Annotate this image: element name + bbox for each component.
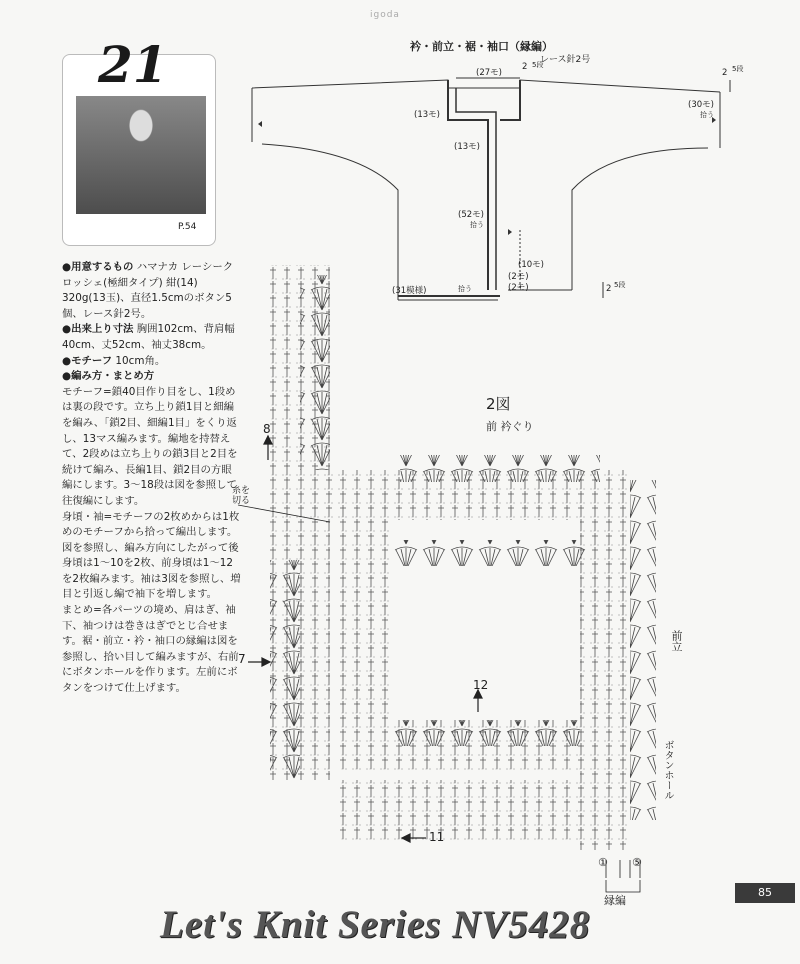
label-button-spacing: (10モ) (518, 260, 544, 270)
edging-circle-5: ⑤ (632, 856, 642, 869)
method-label: ●編み方・まとめ方 (62, 370, 155, 383)
fan-row-inner-bottom (390, 720, 580, 746)
label-rows-right-unit: 5段 (732, 65, 744, 73)
page-number: 85 (735, 883, 795, 903)
fan-row-inner-top (390, 540, 590, 566)
figure2-subtitle: 前 衿ぐり (486, 420, 534, 433)
materials-text: ハマナカ レーシークロッシェ(極細タイプ) 紺(14) 320g(13玉)、直径1.5cmのボタン5個、レース針2号。 (62, 261, 234, 320)
label-rows-bottom: 2 (606, 284, 612, 294)
size-text: 胸囲102cm、背肩幅40cm、丈52cm、袖丈38cm。 (62, 323, 235, 351)
label-front-band: (52モ) (458, 210, 484, 220)
label-button-edge-a: (2モ) (508, 272, 529, 282)
motif-label: ●モチーフ (62, 354, 113, 367)
materials-label: ●用意するもの (62, 261, 134, 273)
buttonhole-label: ボタンホール (662, 740, 673, 800)
label-button-edge-b: (2モ) (508, 283, 529, 293)
label-rows-right: 2 (722, 68, 728, 78)
edging-bracket (606, 880, 640, 892)
label-rows-bottom-unit: 5段 (614, 281, 626, 289)
photo-page-ref: P.54 (178, 222, 197, 232)
front-band-label: 前立 (670, 630, 683, 652)
label-front-band-dir: 拾う (470, 221, 484, 229)
right-stitch-column (580, 520, 630, 850)
fan-edge-left (270, 560, 300, 780)
row-number-11: 11 (429, 830, 445, 844)
arrow-row-7-head (262, 658, 270, 666)
label-sleeve-cuff: (30モ) (688, 100, 714, 110)
inner-left-column (340, 520, 390, 720)
yarn-cut-label: 糸を切る (232, 486, 251, 506)
label-rows-top-unit: 5段 (532, 61, 544, 69)
fan-edge-front (630, 480, 656, 820)
label-sleeve-cuff-dir: 拾う (700, 111, 714, 119)
watermark: igoda (370, 10, 400, 20)
lower-stitch-block (340, 780, 580, 840)
fan-edge-top (400, 455, 600, 482)
series-title: Let's Knit Series NV5428 (160, 903, 591, 946)
fan-edge-neck (300, 275, 330, 470)
row-number-12: 12 (473, 678, 489, 692)
label-rows-top: 2 (522, 62, 528, 72)
method-motif: モチーフ=鎖40目作り目をし、1段めは裏の段です。立ち上り鎖1目と細編を編み、「鎖2目、細編1目」をくり返し、13マス編みます。編地を持替えて、2段めは立ち上りの鎖3目と2目を続けて編み、長編1目、鎖2目の方眼編にします。3〜18段は図を参照して往復編にします。 (62, 385, 238, 507)
method-body: 身頃・袖=モチーフの2枚めからは1枚めのモチーフから拾って編出します。図を参照し、編み方向にしたがって後身頃は1〜10を2枚、前身頃は1〜12を2枚編みます。袖は3図を参照し、増目と引返し編で袖下を増します。 (62, 510, 241, 601)
edging-circle-1: ① (598, 856, 608, 869)
method-finishing: まとめ=各パーツの境め、肩はぎ、袖下、袖つけは巻きはぎでとじ合せます。裾・前立・衿・袖口の縁編は図を参照し、拾い目して編みますが、右前にボタンホールを作ります。左前にボタンをつけて仕上げます。 (62, 604, 239, 695)
row-number-7: 7 (238, 652, 246, 666)
row-number-8: 8 (263, 422, 271, 436)
label-neck-left: (13モ) (414, 110, 440, 120)
figure2-title: 2図 (486, 395, 511, 413)
edging-label: 縁編 (604, 894, 626, 907)
motif-text: 10cm角。 (115, 354, 166, 367)
size-label: ●出来上り寸法 (62, 323, 134, 336)
needle-note: レース針2号 (540, 55, 591, 65)
label-neck-width: (27モ) (476, 68, 502, 78)
label-hem-dir: 拾う (458, 285, 472, 293)
label-neck-front: (13モ) (454, 142, 480, 152)
label-hem: (31模様) (392, 286, 427, 296)
pattern-number: 21 (98, 35, 168, 94)
diagram1-title: 衿・前立・裾・袖口（縁編） (410, 40, 553, 53)
